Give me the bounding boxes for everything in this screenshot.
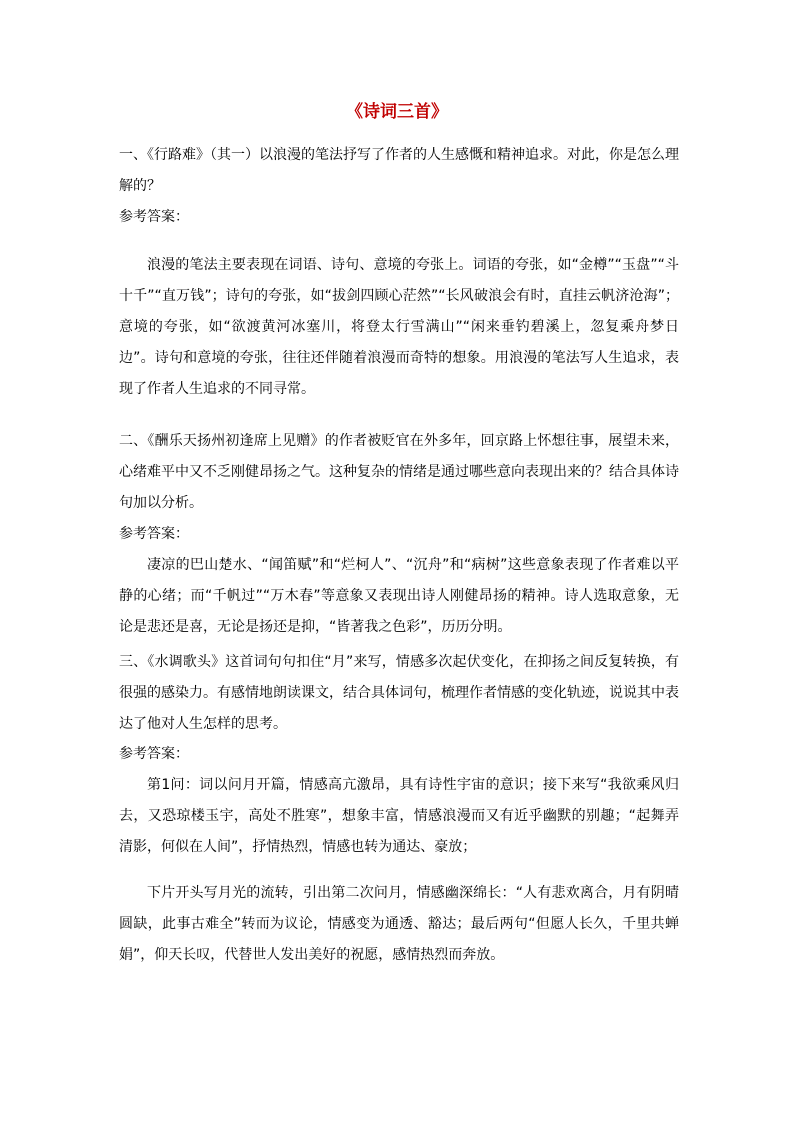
answer-3-part-2: 下片开头写月光的流转，引出第二次问月，情感幽深绵长：“人有悲欢离合，月有阴晴圆缺，此事古难全”转而为议论，情感变为通透、豁达；最后两句“但愿人长久，千里共蝉娟”，仰天长叹，代替世人发出美好的祝愿，感情热烈而奔放。 bbox=[119, 885, 679, 963]
answer-label-3: 参考答案： bbox=[119, 746, 189, 762]
answer-1: 浪漫的笔法主要表现在词语、诗句、意境的夸张上。词语的夸张，如“金樽”“玉盘”“斗十千”“直万钱”；诗句的夸张，如“拔剑四顾心茫然”“长风破浪会有时，直挂云帆济沧海”；意境的夸张，如“欲渡黄河冰塞川，将登太行雪满山”“闲来垂钓碧溪上，忽复乘舟梦日边”。诗句和意境的夸张，往往还伴随着浪漫而奇特的想象。用浪漫的笔法写人生追求，表现了作者人生追求的不同寻常。 bbox=[119, 257, 679, 397]
document-title: 《诗词三首》 bbox=[346, 102, 448, 122]
answer-label-2: 参考答案： bbox=[119, 526, 189, 542]
answer-2: 凄凉的巴山楚水、“闻笛赋”和“烂柯人”、“沉舟”和“病树”这些意象表现了作者难以平静的心绪；而“千帆过”“万木春”等意象又表现出诗人刚健昂扬的精神。诗人选取意象，无论是悲还是喜，无论是扬还是抑，“皆著我之色彩”，历历分明。 bbox=[119, 557, 679, 635]
question-3: 三、《水调歌头》这首词句句扣住“月”来写，情感多次起伏变化，在抑扬之间反复转换，有很强的感染力。有感情地朗读课文，结合具体词句，梳理作者情感的变化轨迹，说说其中表达了他对人生怎样的思考。 bbox=[119, 654, 679, 732]
question-1: 一、《行路难》（其一）以浪漫的笔法抒写了作者的人生感慨和精神追求。对此，你是怎么理解的？ bbox=[119, 147, 679, 194]
answer-label-1: 参考答案： bbox=[119, 209, 189, 225]
answer-3-part-1: 第1问：词以问月开篇，情感高亢激昂，具有诗性宇宙的意识；接下来写“我欲乘风归去，又恐琼楼玉宇，高处不胜寒”，想象丰富，情感浪漫而又有近乎幽默的别趣；“起舞弄清影，何似在人间”，抒情热烈，情感也转为通达、豪放； bbox=[119, 777, 679, 855]
question-2: 二、《酬乐天扬州初逢席上见赠》的作者被贬官在外多年，回京路上怀想往事，展望未来，心绪难平中又不乏刚健昂扬之气。这种复杂的情绪是通过哪些意向表现出来的？结合具体诗句加以分析。 bbox=[119, 433, 679, 511]
